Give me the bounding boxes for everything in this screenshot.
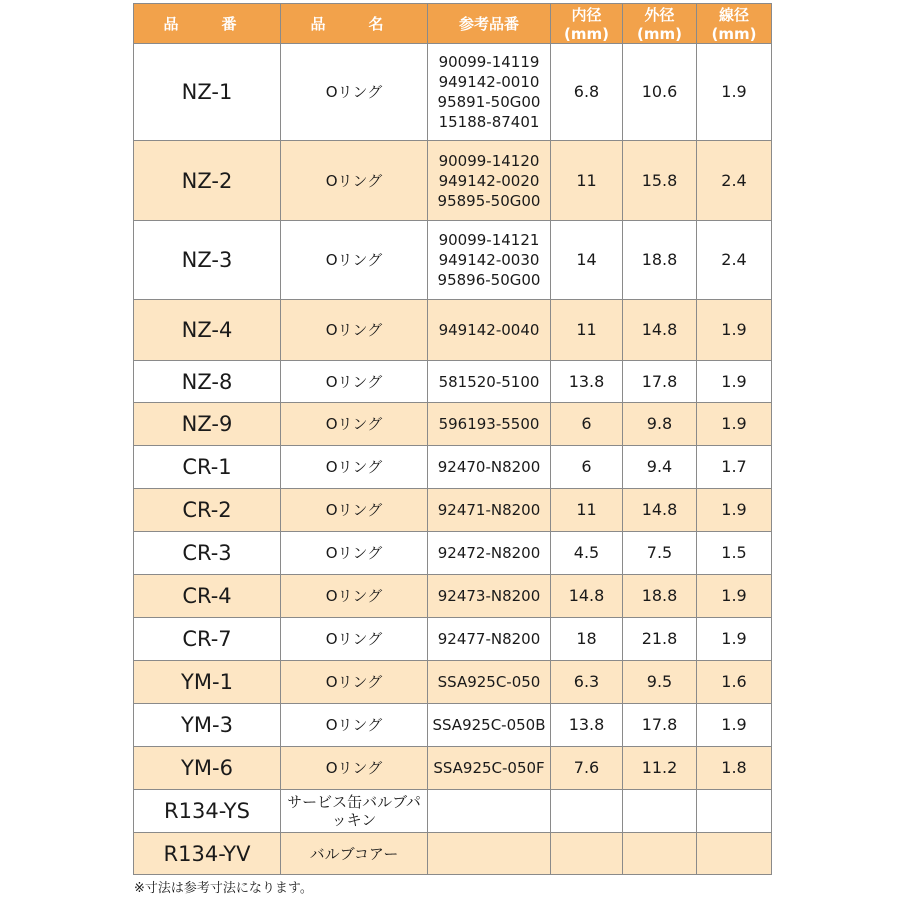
wire-diameter-cell: 1.9 <box>697 618 772 661</box>
inner-diameter-cell: 7.6 <box>551 747 623 790</box>
outer-diameter-cell: 7.5 <box>623 532 697 575</box>
part-name-cell: Oリング <box>281 300 428 361</box>
reference-number: 92477-N8200 <box>437 630 541 648</box>
reference-number-cell <box>428 141 551 221</box>
wire-diameter-cell: 1.9 <box>697 575 772 618</box>
reference-number: 95895-50G00 <box>437 191 541 210</box>
inner-diameter-cell <box>551 833 623 875</box>
part-number-cell: NZ-2 <box>134 141 281 221</box>
part-number-cell: CR-4 <box>134 575 281 618</box>
part-name-cell: バルブコアー <box>281 833 428 875</box>
inner-diameter-cell: 6.3 <box>551 661 623 704</box>
outer-diameter-cell: 15.8 <box>623 141 697 221</box>
inner-diameter-cell: 11 <box>551 300 623 361</box>
wire-diameter-cell: 2.4 <box>697 221 772 300</box>
part-number-cell: NZ-1 <box>134 44 281 141</box>
outer-diameter-cell <box>623 790 697 833</box>
part-name-cell: Oリング <box>281 221 428 300</box>
reference-number: 596193-5500 <box>438 415 540 433</box>
reference-number-cell <box>428 446 551 489</box>
part-name-cell: Oリング <box>281 403 428 446</box>
wire-diameter-cell: 1.9 <box>697 704 772 747</box>
part-number-cell: NZ-9 <box>134 403 281 446</box>
table-row <box>134 618 772 661</box>
outer-diameter-cell: 9.4 <box>623 446 697 489</box>
part-name-cell: Oリング <box>281 141 428 221</box>
inner-diameter-cell: 11 <box>551 489 623 532</box>
part-number-cell: YM-6 <box>134 747 281 790</box>
part-number-cell: R134-YV <box>134 833 281 875</box>
wire-diameter-cell: 1.5 <box>697 532 772 575</box>
inner-diameter-cell: 6 <box>551 446 623 489</box>
reference-number: 949142-0020 <box>438 171 540 190</box>
outer-diameter-cell: 14.8 <box>623 300 697 361</box>
part-name-cell: Oリング <box>281 747 428 790</box>
outer-diameter-cell: 10.6 <box>623 44 697 141</box>
outer-diameter-cell: 18.8 <box>623 575 697 618</box>
parts-table <box>133 3 772 875</box>
table-row <box>134 575 772 618</box>
reference-number: 581520-5100 <box>438 372 540 391</box>
part-number-cell: NZ-8 <box>134 361 281 403</box>
reference-number-cell <box>428 361 551 403</box>
part-number-cell: R134-YS <box>134 790 281 833</box>
outer-diameter-cell: 9.5 <box>623 661 697 704</box>
inner-diameter-cell <box>551 790 623 833</box>
table-row <box>134 489 772 532</box>
header-part-name: 品 名 <box>281 4 428 44</box>
table-row <box>134 661 772 704</box>
header-reference-number: 参考品番 <box>428 4 551 44</box>
reference-number-cell <box>428 833 551 875</box>
outer-diameter-cell: 17.8 <box>623 361 697 403</box>
outer-diameter-cell <box>623 833 697 875</box>
wire-diameter-cell: 1.8 <box>697 747 772 790</box>
reference-number: 95891-50G00 <box>437 93 541 111</box>
outer-diameter-cell: 21.8 <box>623 618 697 661</box>
wire-diameter-cell: 1.9 <box>697 44 772 141</box>
part-number-cell: NZ-3 <box>134 221 281 300</box>
reference-number-cell <box>428 618 551 661</box>
reference-number-cell <box>428 575 551 618</box>
reference-number: 949142-0010 <box>438 73 540 91</box>
part-number-cell: YM-1 <box>134 661 281 704</box>
inner-diameter-cell: 13.8 <box>551 704 623 747</box>
part-name-cell: Oリング <box>281 618 428 661</box>
header-row <box>134 4 772 44</box>
reference-number: 949142-0030 <box>438 251 540 269</box>
table-row <box>134 790 772 833</box>
outer-diameter-cell: 11.2 <box>623 747 697 790</box>
reference-number-cell <box>428 44 551 141</box>
table-row <box>134 704 772 747</box>
table-body <box>134 44 772 875</box>
reference-number-cell <box>428 790 551 833</box>
table-row <box>134 403 772 446</box>
reference-number-cell <box>428 221 551 300</box>
table-row <box>134 747 772 790</box>
inner-diameter-cell: 11 <box>551 141 623 221</box>
reference-number: 92470-N8200 <box>437 458 541 476</box>
reference-number: 90099-14119 <box>438 53 540 71</box>
reference-number-cell <box>428 300 551 361</box>
reference-number-cell <box>428 489 551 532</box>
part-name-cell: Oリング <box>281 532 428 575</box>
part-number-cell: YM-3 <box>134 704 281 747</box>
reference-number: SSA925C-050F <box>433 759 545 777</box>
part-name-cell: Oリング <box>281 575 428 618</box>
reference-number-cell <box>428 704 551 747</box>
part-number-cell: CR-1 <box>134 446 281 489</box>
reference-number: SSA925C-050B <box>432 716 546 734</box>
header-wire-diameter: 線径(mm) <box>697 4 772 44</box>
part-number-cell: NZ-4 <box>134 300 281 361</box>
inner-diameter-cell: 14.8 <box>551 575 623 618</box>
wire-diameter-cell: 1.6 <box>697 661 772 704</box>
table-row <box>134 833 772 875</box>
inner-diameter-cell: 13.8 <box>551 361 623 403</box>
header-outer-diameter: 外径(mm) <box>623 4 697 44</box>
inner-diameter-cell: 14 <box>551 221 623 300</box>
reference-number: 92472-N8200 <box>437 544 541 562</box>
reference-number: 15188-87401 <box>438 113 540 131</box>
part-name-cell: サービス缶バルブパッキン <box>281 790 428 833</box>
inner-diameter-cell: 6.8 <box>551 44 623 141</box>
part-number-cell: CR-2 <box>134 489 281 532</box>
reference-number-cell <box>428 403 551 446</box>
inner-diameter-cell: 4.5 <box>551 532 623 575</box>
reference-number: SSA925C-050 <box>437 673 541 691</box>
reference-number: 949142-0040 <box>438 321 540 339</box>
footnote: ※寸法は参考寸法になります。 <box>134 881 313 896</box>
outer-diameter-cell: 14.8 <box>623 489 697 532</box>
wire-diameter-cell: 1.9 <box>697 361 772 403</box>
part-name-cell: Oリング <box>281 446 428 489</box>
table-row <box>134 446 772 489</box>
part-number-cell: CR-7 <box>134 618 281 661</box>
inner-diameter-cell: 18 <box>551 618 623 661</box>
reference-number-cell <box>428 661 551 704</box>
wire-diameter-cell <box>697 833 772 875</box>
reference-number-cell <box>428 747 551 790</box>
table-row <box>134 141 772 221</box>
wire-diameter-cell: 1.9 <box>697 403 772 446</box>
table-row <box>134 44 772 141</box>
part-name-cell: Oリング <box>281 361 428 403</box>
outer-diameter-cell: 18.8 <box>623 221 697 300</box>
reference-number: 90099-14121 <box>438 231 540 249</box>
table-row <box>134 361 772 403</box>
table-header <box>134 4 772 44</box>
header-inner-diameter: 内径(mm) <box>551 4 623 44</box>
part-number-cell: CR-3 <box>134 532 281 575</box>
wire-diameter-cell: 1.7 <box>697 446 772 489</box>
wire-diameter-cell: 1.9 <box>697 489 772 532</box>
reference-number: 92471-N8200 <box>437 501 541 519</box>
table-row <box>134 300 772 361</box>
inner-diameter-cell: 6 <box>551 403 623 446</box>
wire-diameter-cell: 1.9 <box>697 300 772 361</box>
part-name-cell: Oリング <box>281 661 428 704</box>
reference-number: 92473-N8200 <box>437 587 541 605</box>
part-name-cell: Oリング <box>281 704 428 747</box>
table-row <box>134 532 772 575</box>
wire-diameter-cell: 2.4 <box>697 141 772 221</box>
part-name-cell: Oリング <box>281 489 428 532</box>
header-part-number: 品 番 <box>134 4 281 44</box>
outer-diameter-cell: 9.8 <box>623 403 697 446</box>
wire-diameter-cell <box>697 790 772 833</box>
part-name-cell: Oリング <box>281 44 428 141</box>
reference-number: 95896-50G00 <box>437 271 541 289</box>
outer-diameter-cell: 17.8 <box>623 704 697 747</box>
reference-number-cell <box>428 532 551 575</box>
table-row <box>134 221 772 300</box>
reference-number: 90099-14120 <box>438 151 540 170</box>
